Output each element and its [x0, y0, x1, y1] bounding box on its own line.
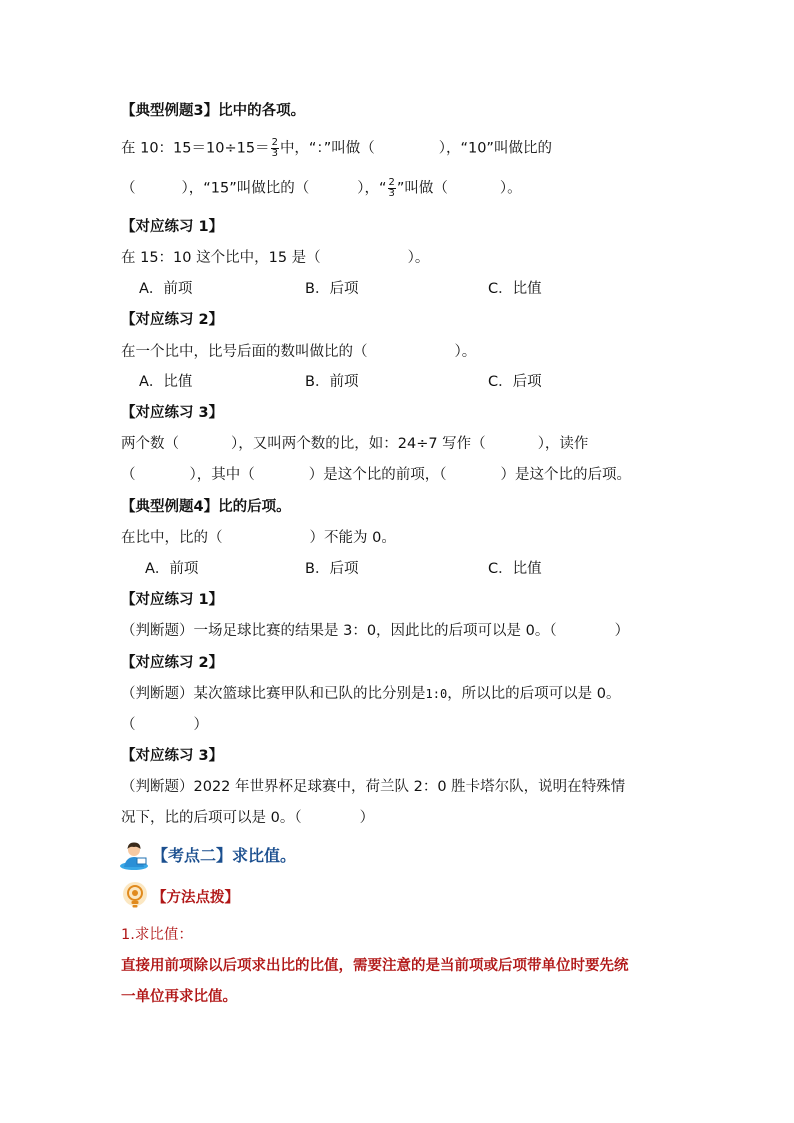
practice2-question: 在一个比中，比号后面的数叫做比的（ ）。: [121, 344, 477, 360]
text-segment: ），又叫两个数的比，如：24÷7 写作（: [231, 436, 486, 452]
teacher-icon: [118, 839, 150, 871]
text-segment: ）是这个比的后项。: [500, 467, 631, 483]
practice1-question: 在 15：10 这个比中，15 是（ ）。: [121, 250, 430, 266]
option-b[interactable]: B．后项: [305, 281, 359, 297]
text-segment: ，所以比的后项可以是 0。: [447, 686, 621, 702]
practice4-2-question: [121, 684, 621, 704]
text-segment: （判断题）某次篮球比赛甲队和已队的比分别是: [121, 686, 426, 702]
fraction-denominator: 3: [388, 188, 395, 199]
option-a[interactable]: A．前项: [145, 561, 199, 577]
text-segment: ）是这个比的前项，（: [308, 467, 447, 483]
text-segment: ），“10”叫做比的: [438, 140, 552, 157]
practice4-1-question: （判断题）一场足球比赛的结果是 3：0，因此比的后项可以是 0。（ ）: [121, 623, 630, 639]
practice4-3-line1: （判断题）2022 年世界杯足球赛中，荷兰队 2：0 胜卡塔尔队，说明在特殊情: [121, 779, 626, 795]
practice4-2-answer[interactable]: （ ）: [121, 717, 208, 733]
practice4-3-heading: 【对应练习 3】: [121, 748, 224, 764]
fraction-numerator: 2: [271, 137, 278, 148]
example3-line2: [121, 178, 522, 199]
score-text: 1:0: [425, 687, 448, 701]
example4-question: 在比中，比的（ ）不能为 0。: [121, 530, 396, 546]
example3-heading: 【典型例题3】比中的各项。: [121, 103, 306, 119]
fraction: [388, 178, 396, 199]
fraction-denominator: 3: [271, 148, 278, 159]
text-segment: （: [121, 467, 136, 483]
practice3-line1: [121, 434, 588, 454]
text-segment: 在 10：15＝10÷15＝: [121, 140, 270, 157]
practice1-heading: 【对应练习 1】: [121, 219, 224, 235]
option-c[interactable]: C．比值: [488, 561, 542, 577]
option-c[interactable]: C．比值: [488, 281, 542, 297]
text-segment: ”叫做（: [396, 180, 448, 197]
text-segment: ）。: [499, 180, 522, 197]
method-heading: 【方法点拨】: [152, 890, 239, 906]
practice4-1-heading: 【对应练习 1】: [121, 592, 224, 608]
text-segment: ），“: [357, 180, 387, 197]
text-segment: ），其中（: [189, 467, 255, 483]
option-a[interactable]: A．前项: [139, 281, 193, 297]
method-body-line2: 一单位再求比值。: [121, 989, 237, 1005]
practice3-line2: [121, 465, 631, 485]
method-body-line1: 直接用前项除以后项求出比的比值，需要注意的是当前项或后项带单位时要先统: [121, 958, 629, 974]
practice4-2-heading: 【对应练习 2】: [121, 655, 224, 671]
example3-line1: [121, 138, 552, 159]
text-segment: 两个数（: [121, 436, 179, 452]
practice2-heading: 【对应练习 2】: [121, 312, 224, 328]
option-a[interactable]: A．比值: [139, 374, 193, 390]
practice4-3-line2: 况下，比的后项可以是 0。（ ）: [121, 810, 375, 826]
lightbulb-icon: [121, 881, 149, 913]
practice3-heading: 【对应练习 3】: [121, 405, 224, 421]
text-segment: 中，“：”叫做（: [279, 140, 375, 157]
method-subtitle: 1.求比值：: [121, 927, 193, 943]
fraction-numerator: 2: [388, 177, 395, 188]
example4-heading: 【典型例题4】比的后项。: [121, 499, 291, 515]
text-segment: （: [121, 180, 136, 197]
option-c[interactable]: C．后项: [488, 374, 542, 390]
option-b[interactable]: B．前项: [305, 374, 359, 390]
option-b[interactable]: B．后项: [305, 561, 359, 577]
fraction: [271, 138, 279, 159]
section2-title: 【考点二】求比值。: [152, 846, 297, 865]
text-segment: ），“15”叫做比的（: [181, 180, 310, 197]
text-segment: ），读作: [537, 436, 589, 452]
